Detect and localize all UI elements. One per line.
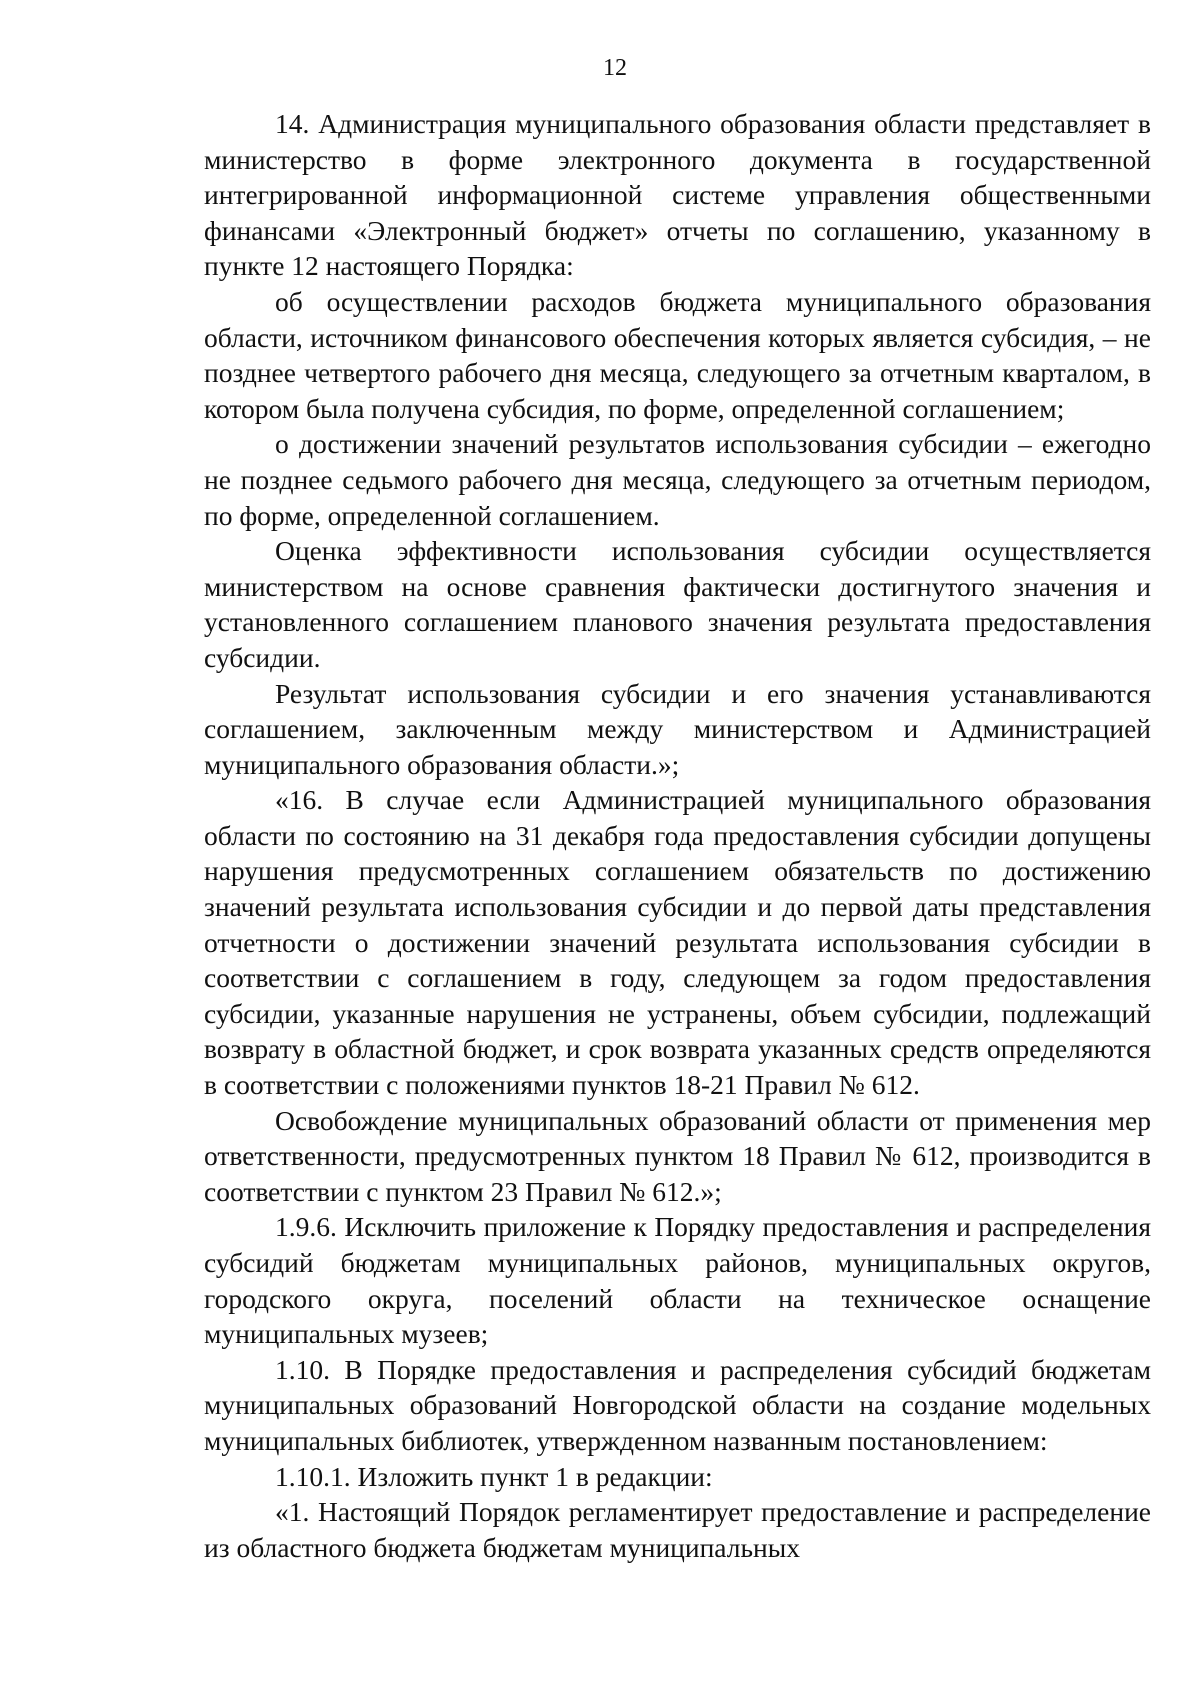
document-body xyxy=(204,106,1151,1565)
paragraph-1-10-1: 1.10.1. Изложить пункт 1 в редакции: xyxy=(275,1460,713,1492)
paragraph-efficiency-assessment: Оценка эффективности использования субсидии осуществляется министерством на основе сравнения фактически достигнутого значения и установленного соглашением планового значения результата предоставления субсидии. xyxy=(204,535,1151,673)
page-number: 12 xyxy=(603,55,627,81)
paragraph-item-16-violations: «16. В случае если Администрацией муниципального образования области по состоянию на 31 декабря года предоставления субсидии допущены нарушения предусмотренных соглашением обязательств по достижению значений результата использования субсидии и до первой даты представления отчетности о достижении значений результата использования субсидии в соответствии с соглашением в году, следующем за годом предоставления субсидии, указанные нарушения не устранены, объем субсидии, подлежащий возврату в областной бюджет, и срок возврата указанных средств определяются в соответствии с положениями пунктов 18-21 Правил № 612. xyxy=(204,784,1151,1101)
paragraph-expenditure-report: об осуществлении расходов бюджета муниципального образования области, источником финансового обеспечения которых является субсидия, – не позднее четвертого рабочего дня месяца, следующего за отчетным кварталом, в котором была получена субсидия, по форме, определенной соглашением; xyxy=(204,285,1151,424)
paragraph-item-14-reports: 14. Администрация муниципального образования области представляет в министерство в форме электронного документа в государственной интегрированной информационной системе управления общественными финансами «Электронный бюджет» отчеты по соглашению, указанному в пункте 12 настоящего Порядка: xyxy=(204,108,1151,282)
paragraph-1-10: 1.10. В Порядке предоставления и распределения субсидий бюджетам муниципальных образований Новгородской области на создание модельных муниципальных библиотек, утвержденном названным постановлением: xyxy=(204,1353,1151,1456)
paragraph-results-report: о достижении значений результатов использования субсидии – ежегодно не позднее седьмого рабочего дня месяца, следующего за отчетным периодом, по форме, определенной соглашением. xyxy=(204,428,1151,531)
paragraph-item-1-quote: «1. Настоящий Порядок регламентирует предоставление и распределение из областного бюджета бюджетам муниципальных xyxy=(204,1496,1151,1563)
paragraph-1-9-6: 1.9.6. Исключить приложение к Порядку предоставления и распределения субсидий бюджетам муниципальных районов, муниципальных округов, городского округа, поселений области на техническое оснащение муниципальных музеев; xyxy=(204,1211,1151,1350)
paragraph-liability-exemption: Освобождение муниципальных образований области от применения мер ответственности, предусмотренных пунктом 18 Правил № 612, производится в соответствии с пунктом 23 Правил № 612.»; xyxy=(204,1104,1151,1207)
paragraph-result-values: Результат использования субсидии и его значения устанавливаются соглашением, заключенным между министерством и Администрацией муниципального образования области.»; xyxy=(204,677,1151,780)
